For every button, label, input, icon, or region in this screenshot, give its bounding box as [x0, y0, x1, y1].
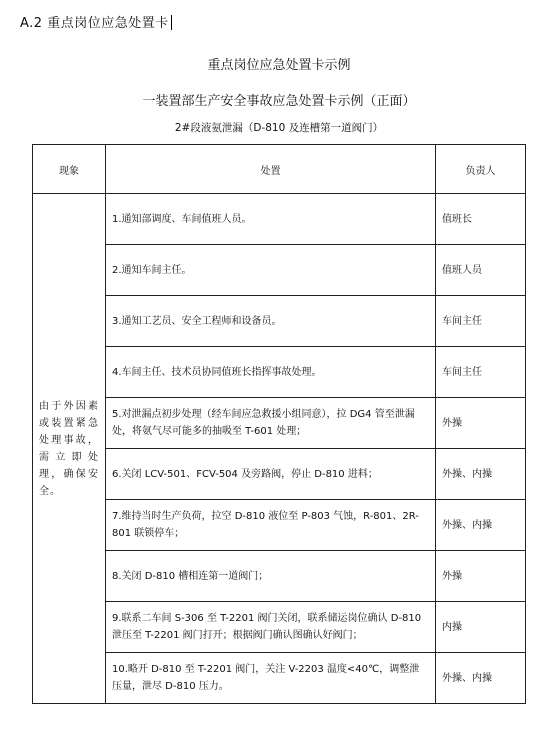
emergency-card-table [32, 144, 526, 704]
action-cell: 8.关闭 D-810 槽相连第一道阀门； [106, 551, 436, 602]
action-cell: 10.略开 D-810 至 T-2201 阀门，关注 V-2203 温度<40℃，调整泄压量，泄尽 D-810 压力。 [106, 653, 436, 704]
action-cell: 6.关闭 LCV-501、FCV-504 及旁路阀，停止 D-810 进料； [106, 449, 436, 500]
owner-cell: 外操、内操 [436, 653, 526, 704]
phenomenon-cell: 由于外因素或装置紧急处理事故，需立即处理，确保安全。 [33, 194, 106, 704]
owner-cell: 值班人员 [436, 245, 526, 296]
owner-cell: 外操、内操 [436, 449, 526, 500]
action-cell: 3.通知工艺员、安全工程师和设备员。 [106, 296, 436, 347]
document-title: 重点岗位应急处置卡示例 [207, 58, 351, 73]
owner-cell: 外操 [436, 398, 526, 449]
table-row [33, 449, 526, 500]
owner-cell: 内操 [436, 602, 526, 653]
table-row [33, 398, 526, 449]
owner-cell: 值班长 [436, 194, 526, 245]
action-cell: 9.联系二车间 S-306 至 T-2201 阀门关闭，联系储运岗位确认 D-810 泄压至 T-2201 阀门打开；根据阀门确认图确认好阀门； [106, 602, 436, 653]
table-row [33, 602, 526, 653]
table-row [33, 245, 526, 296]
owner-cell: 外操 [436, 551, 526, 602]
owner-cell: 车间主任 [436, 296, 526, 347]
section-heading [20, 12, 172, 31]
table-row [33, 347, 526, 398]
header-action: 处置 [106, 145, 436, 194]
document-subtitle: 一装置部生产安全事故应急处置卡示例（正面） [142, 94, 416, 109]
scenario-caption: 2#段液氨泄漏（D-810 及连槽第一道阀门） [174, 122, 384, 134]
owner-cell: 车间主任 [436, 347, 526, 398]
table-row [33, 653, 526, 704]
action-cell: 1.通知部调度、车间值班人员。 [106, 194, 436, 245]
text-cursor [171, 15, 173, 30]
table-header-row [33, 145, 526, 194]
action-cell: 2.通知车间主任。 [106, 245, 436, 296]
action-cell: 7.维持当时生产负荷，拉空 D-810 液位至 P-803 气蚀，R-801、2R-801 联锁停车； [106, 500, 436, 551]
table-row [33, 296, 526, 347]
table-row [33, 500, 526, 551]
table-row [33, 194, 526, 245]
header-owner: 负责人 [436, 145, 526, 194]
header-phenomenon: 现象 [33, 145, 106, 194]
section-heading-text: A.2 重点岗位应急处置卡 [20, 16, 169, 31]
action-cell: 4.车间主任、技术员协同值班长指挥事故处理。 [106, 347, 436, 398]
table-row [33, 551, 526, 602]
action-cell: 5.对泄漏点初步处理（经车间应急救援小组同意），拉 DG4 管至泄漏处，将氨气尽可能多的抽吸至 T-601 处理； [106, 398, 436, 449]
owner-cell: 外操、内操 [436, 500, 526, 551]
